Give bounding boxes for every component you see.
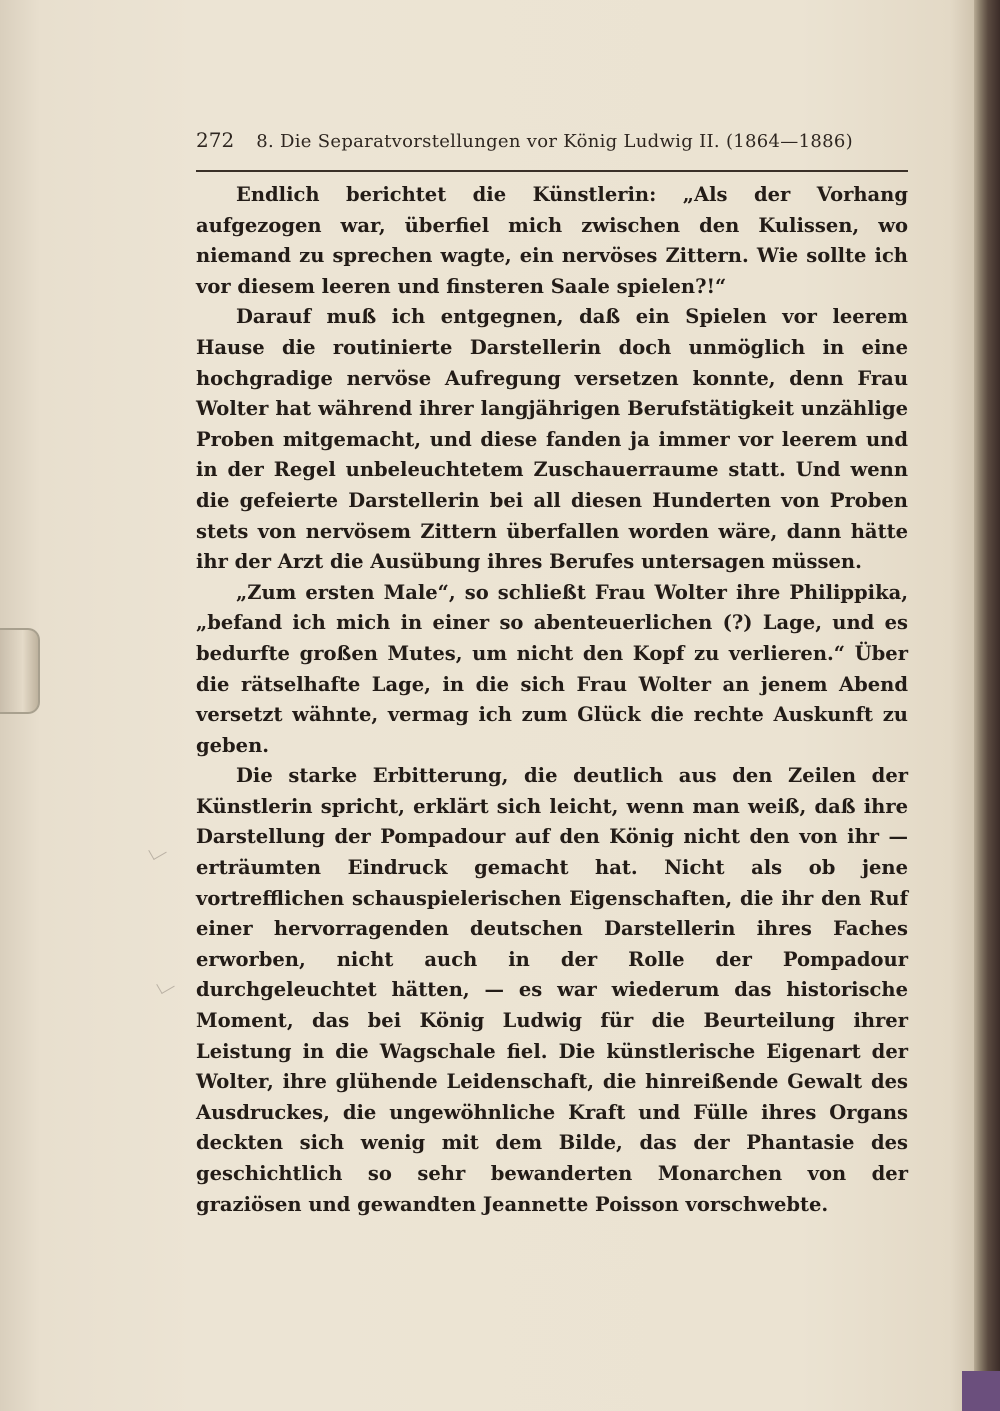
paragraph: Darauf muß ich entgegnen, daß ein Spielen vor leerem Hause die routinierte Darstellerin doch unmöglich in eine hochgradige nervöse Aufregung versetzen konnte, denn Frau Wolter hat während ihrer langjährigen Berufstätigkeit unzählige Proben mitgemacht, und diese fanden ja immer vor leerem und in der Regel unbeleuchtetem Zuschauerraume statt. Und wenn die gefeierte Darstellerin bei all diesen Hunderten von Proben stets von nervösem Zittern überfallen worden wäre, dann hätte ihr der Arzt die Ausübung ihres Berufes untersagen müssen. (196, 305, 908, 574)
body-text (196, 180, 908, 1220)
header-rule (196, 170, 908, 172)
paragraph: Endlich berichtet die Künstlerin: „Als der Vorhang aufgezogen war, überfiel mich zwischen den Kulissen, wo niemand zu sprechen wagte, ein nervöses Zittern. Wie sollte ich vor diesem leeren und finsteren Saale spielen?!“ (196, 183, 908, 298)
page-clip (0, 628, 40, 714)
pencil-mark (148, 843, 166, 860)
paragraph: Die starke Erbitterung, die deutlich aus den Zeilen der Künstlerin spricht, erklärt sich leicht, wenn man weiß, daß ihre Darstellung der Pompadour auf den König nicht den von ihr — erträumten Eindruck gemacht hat. Nicht als ob jene vortrefflichen schauspielerischen Eigenschaften, die ihr den Ruf einer hervorragenden deutschen Darstellerin ihres Faches erworben, nicht auch in der Rolle der Pompadour durchgeleuchtet hätten, — es war wiederum das historische Moment, das bei König Ludwig für die Beurteilung ihrer Leistung in die Wagschale fiel. Die künstlerische Eigenart der Wolter, ihre glühende Leidenschaft, die hinreißende Gewalt des Ausdruckes, die ungewöhnliche Kraft und Fülle ihres Organs deckten sich wenig mit dem Bilde, das der Phantasie des geschichtlich so sehr bewanderten Monarchen von der graziösen und gewandten Jeannette Poisson vorschwebte. (196, 764, 908, 1216)
page-number: 272 (196, 128, 235, 152)
pencil-mark (156, 977, 174, 994)
book-spine-edge (974, 0, 1000, 1411)
page-header (196, 128, 908, 152)
corner-color-mark (962, 1371, 1000, 1411)
paragraph: „Zum ersten Male“, so schließt Frau Wolter ihre Philippika, „befand ich mich in einer so abenteuerlichen (?) Lage, und es bedurfte großen Mutes, um nicht den Kopf zu verlieren.“ Über die rätselhafte Lage, in die sich Frau Wolter an jenem Abend versetzt wähnte, vermag ich zum Glück die rechte Auskunft zu geben. (196, 580, 908, 757)
running-title: 8. Die Separatvorstellungen vor König Ludwig II. (1864—1886) (256, 131, 853, 152)
